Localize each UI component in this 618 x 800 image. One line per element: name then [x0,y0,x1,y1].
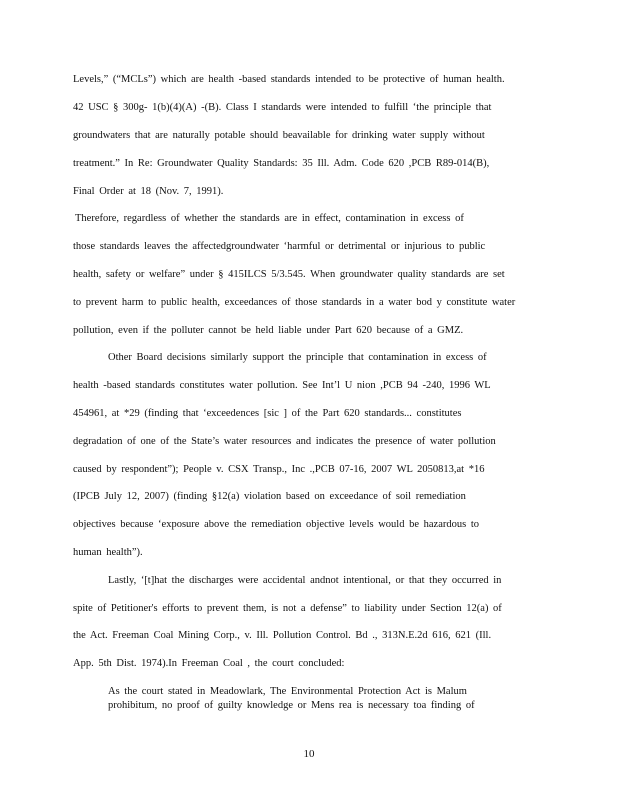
text-line: degradation of one of the State’s water resources and indicates the presence of water pollution [73,436,496,447]
page-number: 10 [303,748,315,760]
text-line: Therefore, regardless of whether the standards are in effect, contamination in excess of [75,213,464,224]
text-line: (IPCB July 12, 2007) (finding §12(a) violation based on exceedance of soil remediation [73,491,466,502]
text-line: health -based standards constitutes water pollution. See Int’l U nion ,PCB 94 -240, 1996 WL [73,380,491,391]
text-line: objectives because ‘exposure above the remediation objective levels would be hazardous to [73,519,479,530]
text-line: 42 USC § 300g- 1(b)(4)(A) -(B). Class I standards were intended to fulfill ‘the principle that [73,102,492,113]
text-line: spite of Petitioner's efforts to prevent them, is not a defense” to liability under Section 12(a) of [73,603,502,614]
text-line: human health”). [73,547,143,558]
text-line: caused by respondent”); People v. CSX Transp., Inc .,PCB 07-16, 2007 WL 2050813,at *16 [73,464,485,475]
text-line: pollution, even if the polluter cannot be held liable under Part 620 because of a GMZ. [73,325,464,336]
text-line: Other Board decisions similarly support the principle that contamination in excess of [108,352,487,363]
block-quote-line: As the court stated in Meadowlark, The Environmental Protection Act is Malum [108,686,467,697]
text-line: Final Order at 18 (Nov. 7, 1991). [73,186,224,197]
text-line: health, safety or welfare” under § 415ILCS 5/3.545. When groundwater quality standards are set [73,269,505,280]
text-line: Levels,” (“MCLs”) which are health -based standards intended to be protective of human health. [73,74,505,85]
block-quote-line: prohibitum, no proof of guilty knowledge or Mens rea is necessary toa finding of [108,700,475,711]
text-line: treatment.” In Re: Groundwater Quality Standards: 35 Ill. Adm. Code 620 ,PCB R89-014(B), [73,158,490,169]
text-line: Lastly, ‘[t]hat the discharges were accidental andnot intentional, or that they occurred in [108,575,502,586]
text-line: 454961, at *29 (finding that ‘exceedences [sic ] of the Part 620 standards... constitutes [73,408,462,419]
text-line: groundwaters that are naturally potable should beavailable for drinking water supply without [73,130,485,141]
text-line: App. 5th Dist. 1974).In Freeman Coal , the court concluded: [73,658,345,669]
text-line: those standards leaves the affectedgroundwater ‘harmful or detrimental or injurious to public [73,241,486,252]
text-line: the Act. Freeman Coal Mining Corp., v. Ill. Pollution Control. Bd ., 313N.E.2d 616, 621 (Ill. [73,630,492,641]
text-line: to prevent harm to public health, exceedances of those standards in a water bod y constitute water [73,297,516,308]
